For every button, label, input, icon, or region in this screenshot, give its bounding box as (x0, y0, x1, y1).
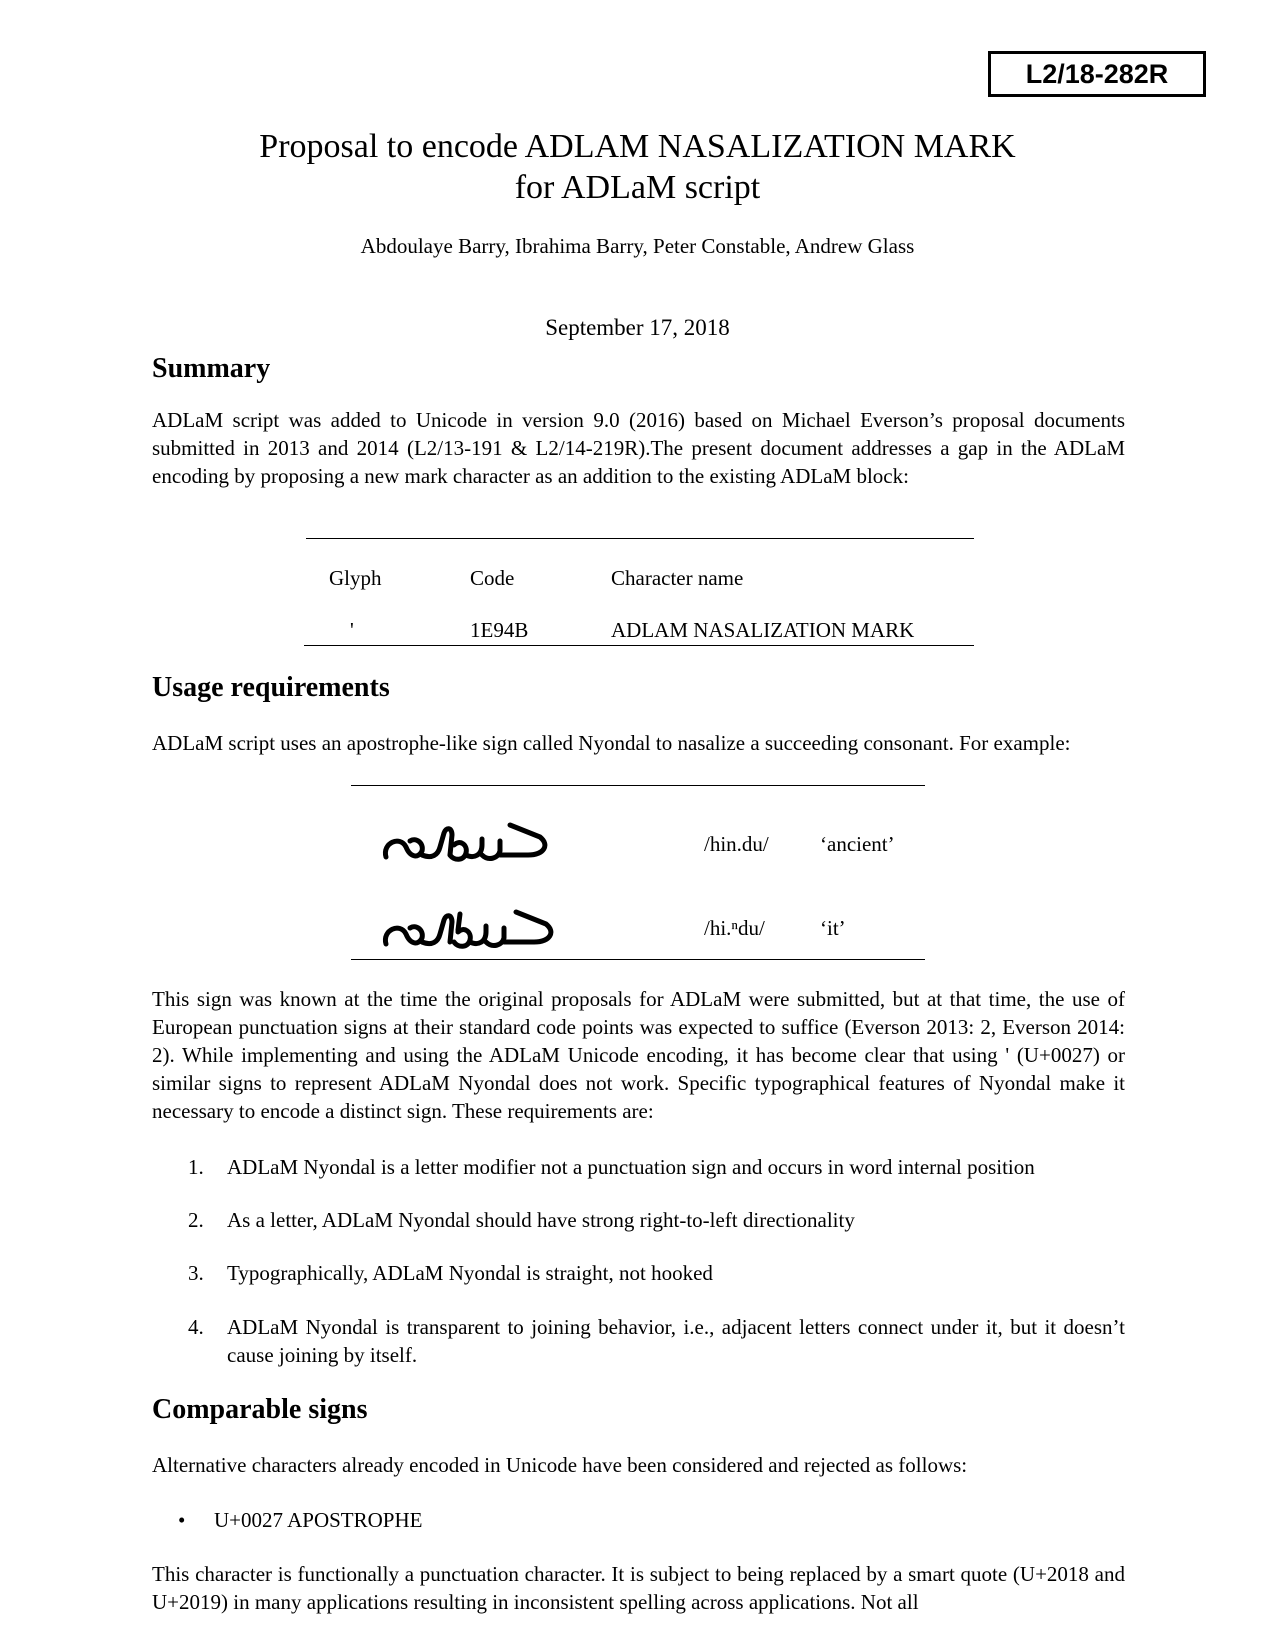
comparable-body-paragraph: This character is functionally a punctuation character. It is subject to being replaced by a smart quote (U+2018 and U+2019) in many applications resulting in inconsistent spelling across applications. Not all (152, 1562, 1125, 1614)
table-top-rule (306, 538, 974, 539)
header-code: Code (470, 566, 515, 590)
requirement-number: 1. (188, 1155, 204, 1179)
bullet-text: U+0027 APOSTROPHE (214, 1508, 423, 1532)
example-top-rule (351, 785, 925, 786)
authors: Abdoulaye Barry, Ibrahima Barry, Peter Constable, Andrew Glass (360, 234, 915, 258)
title-line-2: for ADLaM script (514, 169, 761, 206)
usage-intro-paragraph: ADLaM script uses an apostrophe-like sign called Nyondal to nasalize a succeeding consonant. For example: (152, 731, 1071, 755)
example-2-gloss: ‘it’ (820, 916, 846, 940)
document-number: L2/18-282R (1025, 59, 1169, 89)
comparable-heading: Comparable signs (152, 1394, 368, 1425)
summary-paragraph: ADLaM script was added to Unicode in version 9.0 (2016) based on Michael Everson’s proposal documents submitted in 2013 and 2014 (L2/13-191 & L2/14-219R).The present document addresses a gap in the ADLaM encoding by proposing a new mark character as an addition to the existing ADLaM block: (152, 408, 1125, 488)
example-1-gloss: ‘ancient’ (820, 832, 895, 856)
date: September 17, 2018 (545, 315, 730, 340)
requirement-text: ADLaM Nyondal is a letter modifier not a punctuation sign and occurs in word internal position (227, 1155, 1035, 1179)
usage-body-paragraph: This sign was known at the time the original proposals for ADLaM were submitted, but at that time, the use of European punctuation signs at their standard code points was expected to suffice (Everson 2013: 2, Everson 2014: 2). While implementing and using the ADLaM Unicode encoding, it has become clear that using ' (U+0027) or similar signs to represent ADLaM Nyondal does not work. Specific typographical features of Nyondal make it necessary to encode a distinct sign. These requirements are: (152, 987, 1125, 1123)
example-bottom-rule (351, 959, 925, 960)
example-1-transcription: /hin.du/ (704, 832, 769, 856)
bullet-dot: • (178, 1508, 186, 1532)
requirement-number: 3. (188, 1261, 204, 1285)
comparable-intro-paragraph: Alternative characters already encoded in Unicode have been considered and rejected as follows: (152, 1453, 968, 1477)
header-glyph: Glyph (329, 566, 382, 590)
adlam-word-hi-n-du-image (378, 902, 564, 962)
adlam-word-hindu-image (378, 815, 558, 875)
example-2-transcription: /hi.ⁿdu/ (704, 916, 765, 940)
table-bottom-rule (304, 645, 974, 646)
requirement-text: Typographically, ADLaM Nyondal is straight, not hooked (227, 1261, 713, 1285)
title-line-1: Proposal to encode ADLAM NASALIZATION MARK (259, 128, 1016, 165)
requirement-text: ADLaM Nyondal is transparent to joining behavior, i.e., adjacent letters connect under it, but it doesn’t cause joining by itself. (227, 1315, 1125, 1367)
cell-glyph: ' (350, 618, 354, 642)
summary-heading: Summary (152, 353, 271, 384)
usage-heading: Usage requirements (152, 672, 390, 703)
header-character-name: Character name (611, 566, 744, 590)
requirement-number: 4. (188, 1315, 204, 1339)
requirement-text: As a letter, ADLaM Nyondal should have strong right-to-left directionality (227, 1208, 855, 1232)
document-number-box (988, 51, 1206, 97)
cell-code: 1E94B (470, 618, 529, 642)
document-title (0, 126, 1275, 208)
requirement-number: 2. (188, 1208, 204, 1232)
cell-character-name: ADLAM NASALIZATION MARK (611, 618, 915, 642)
